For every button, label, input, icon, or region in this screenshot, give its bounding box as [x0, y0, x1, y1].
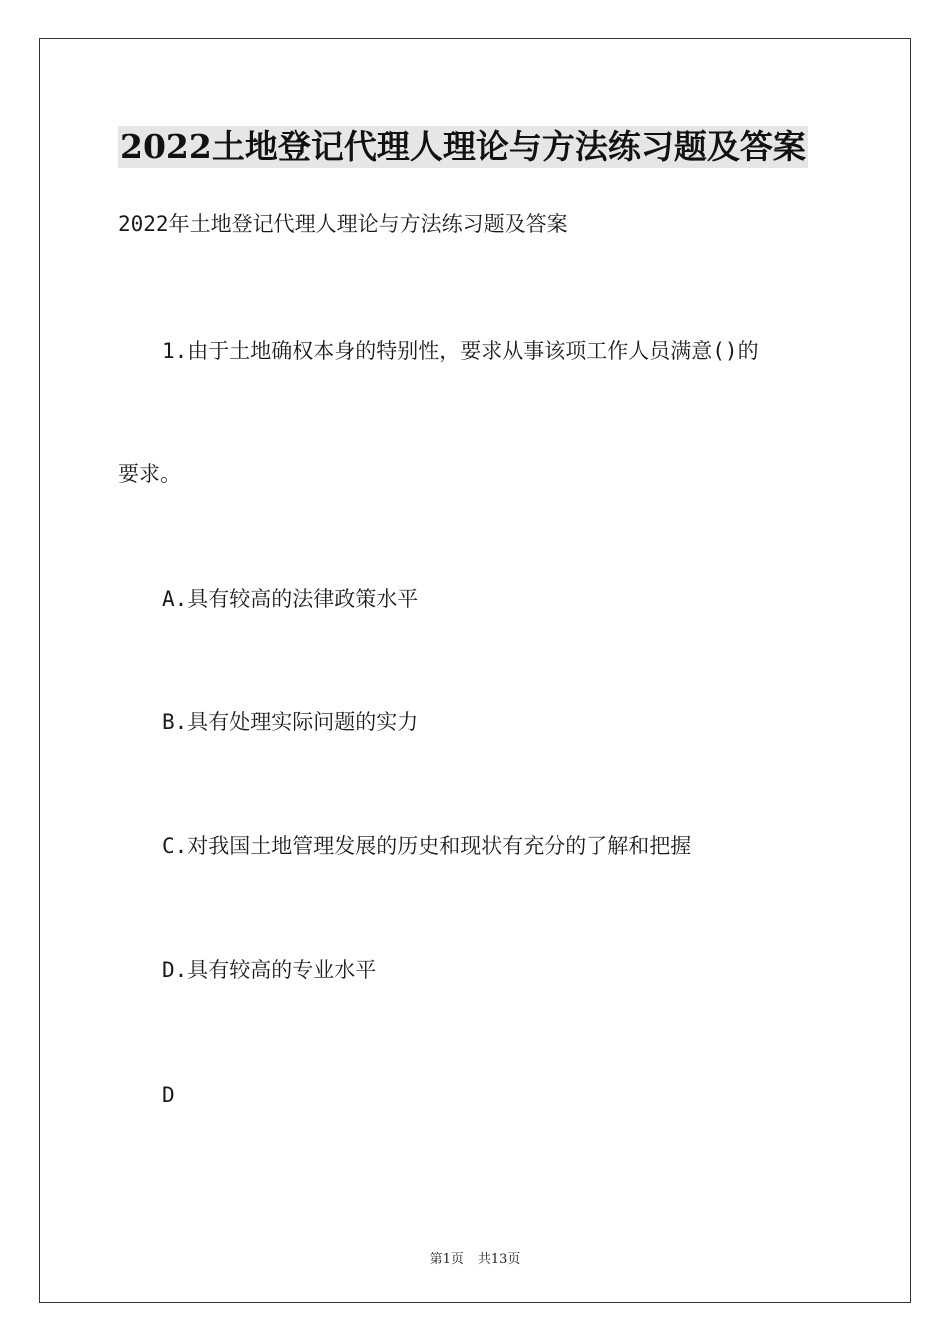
document-subtitle: 2022年土地登记代理人理论与方法练习题及答案 — [118, 212, 568, 236]
document-title: 2022土地登记代理人理论与方法练习题及答案 — [120, 127, 806, 166]
question-text-line-2: 要求。 — [118, 462, 181, 486]
option-d: D.具有较高的专业水平 — [162, 958, 377, 982]
option-a: A.具有较高的法律政策水平 — [162, 587, 419, 611]
page-footer — [0, 1248, 950, 1267]
question-text-line-1: 1.由于土地确权本身的特别性，要求从事该项工作人员满意()的 — [162, 339, 759, 363]
page-number: 第1页 — [429, 1252, 464, 1267]
answer-text: D — [162, 1083, 175, 1107]
page-total: 共13页 — [477, 1252, 521, 1267]
option-b: B.具有处理实际问题的实力 — [162, 710, 419, 734]
option-c: C.对我国土地管理发展的历史和现状有充分的了解和把握 — [162, 834, 692, 858]
